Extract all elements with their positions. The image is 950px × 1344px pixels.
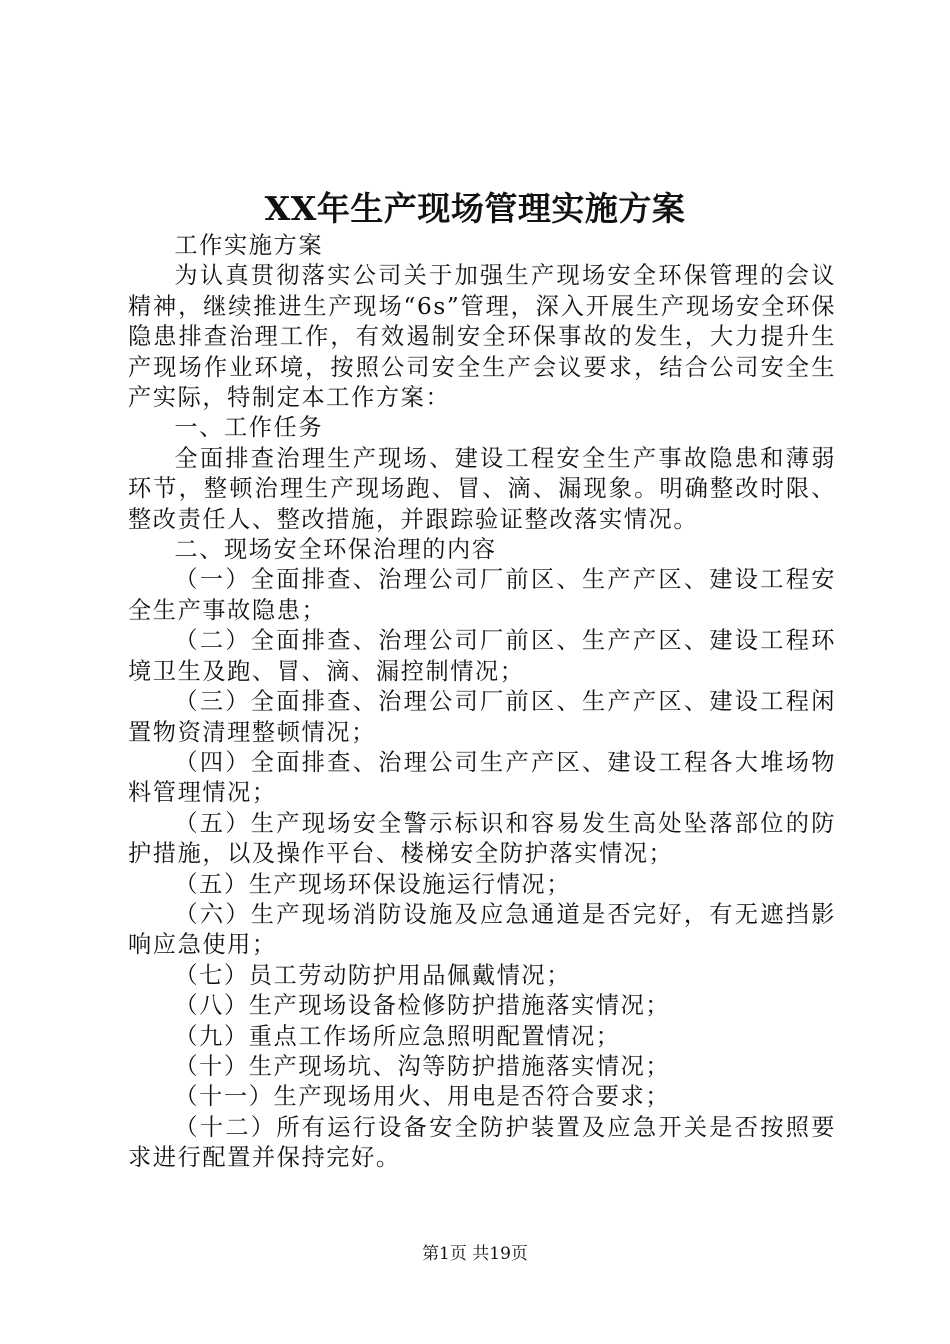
list-item: （二）全面排查、治理公司厂前区、生产产区、建设工程环境卫生及跑、冒、滴、漏控制情况；: [128, 627, 836, 685]
section-heading-tasks: 一、工作任务: [174, 414, 324, 442]
list-item: （十二）所有运行设备安全防护装置及应急开关是否按照要求进行配置并保持完好。: [128, 1113, 836, 1172]
paragraph-heading: 工作实施方案: [174, 232, 324, 259]
list-item: （九）重点工作场所应急照明配置情况；: [174, 1022, 621, 1050]
list-item: （五）生产现场环保设施运行情况；: [174, 870, 571, 898]
list-item: （十）生产现场坑、沟等防护措施落实情况；: [174, 1052, 671, 1080]
list-item: （七）员工劳动防护用品佩戴情况；: [174, 961, 571, 989]
list-item: （四）全面排查、治理公司生产产区、建设工程各大堆场物料管理情况；: [128, 748, 836, 807]
document-title: XX年生产现场管理实施方案: [264, 189, 686, 228]
list-item: （三）全面排查、治理公司厂前区、生产产区、建设工程闲置物资清理整顿情况；: [128, 688, 836, 746]
list-item: （十一）生产现场用火、用电是否符合要求；: [174, 1083, 671, 1111]
section-heading-content: 二、现场安全环保治理的内容: [174, 536, 497, 564]
list-item: （六）生产现场消防设施及应急通道是否完好，有无遮挡影响应急使用；: [128, 900, 836, 959]
paragraph-intro: 为认真贯彻落实公司关于加强生产现场安全环保管理的会议精神，继续推进生产现场“6s”管理，深入开展生产现场安全环保隐患排查治理工作，有效遏制安全环保事故的发生，大力提升生产现场作业环境，按照公司安全生产会议要求，结合公司安全生产实际，特制定本工作方案：: [128, 262, 836, 412]
list-item: （一）全面排查、治理公司厂前区、生产产区、建设工程安全生产事故隐患；: [128, 566, 836, 624]
page-number-footer: 第1页 共19页: [422, 1244, 528, 1264]
list-item: （八）生产现场设备检修防护措施落实情况；: [174, 992, 671, 1020]
list-item: （五）生产现场安全警示标识和容易发生高处坠落部位的防护措施，以及操作平台、楼梯安全防护落实情况；: [128, 809, 836, 868]
document-body: [128, 231, 836, 1174]
paragraph-tasks: 全面排查治理生产现场、建设工程安全生产事故隐患和薄弱环节，整顿治理生产现场跑、冒、滴、漏现象。明确整改时限、整改责任人、整改措施，并跟踪验证整改落实情况。: [128, 444, 836, 533]
